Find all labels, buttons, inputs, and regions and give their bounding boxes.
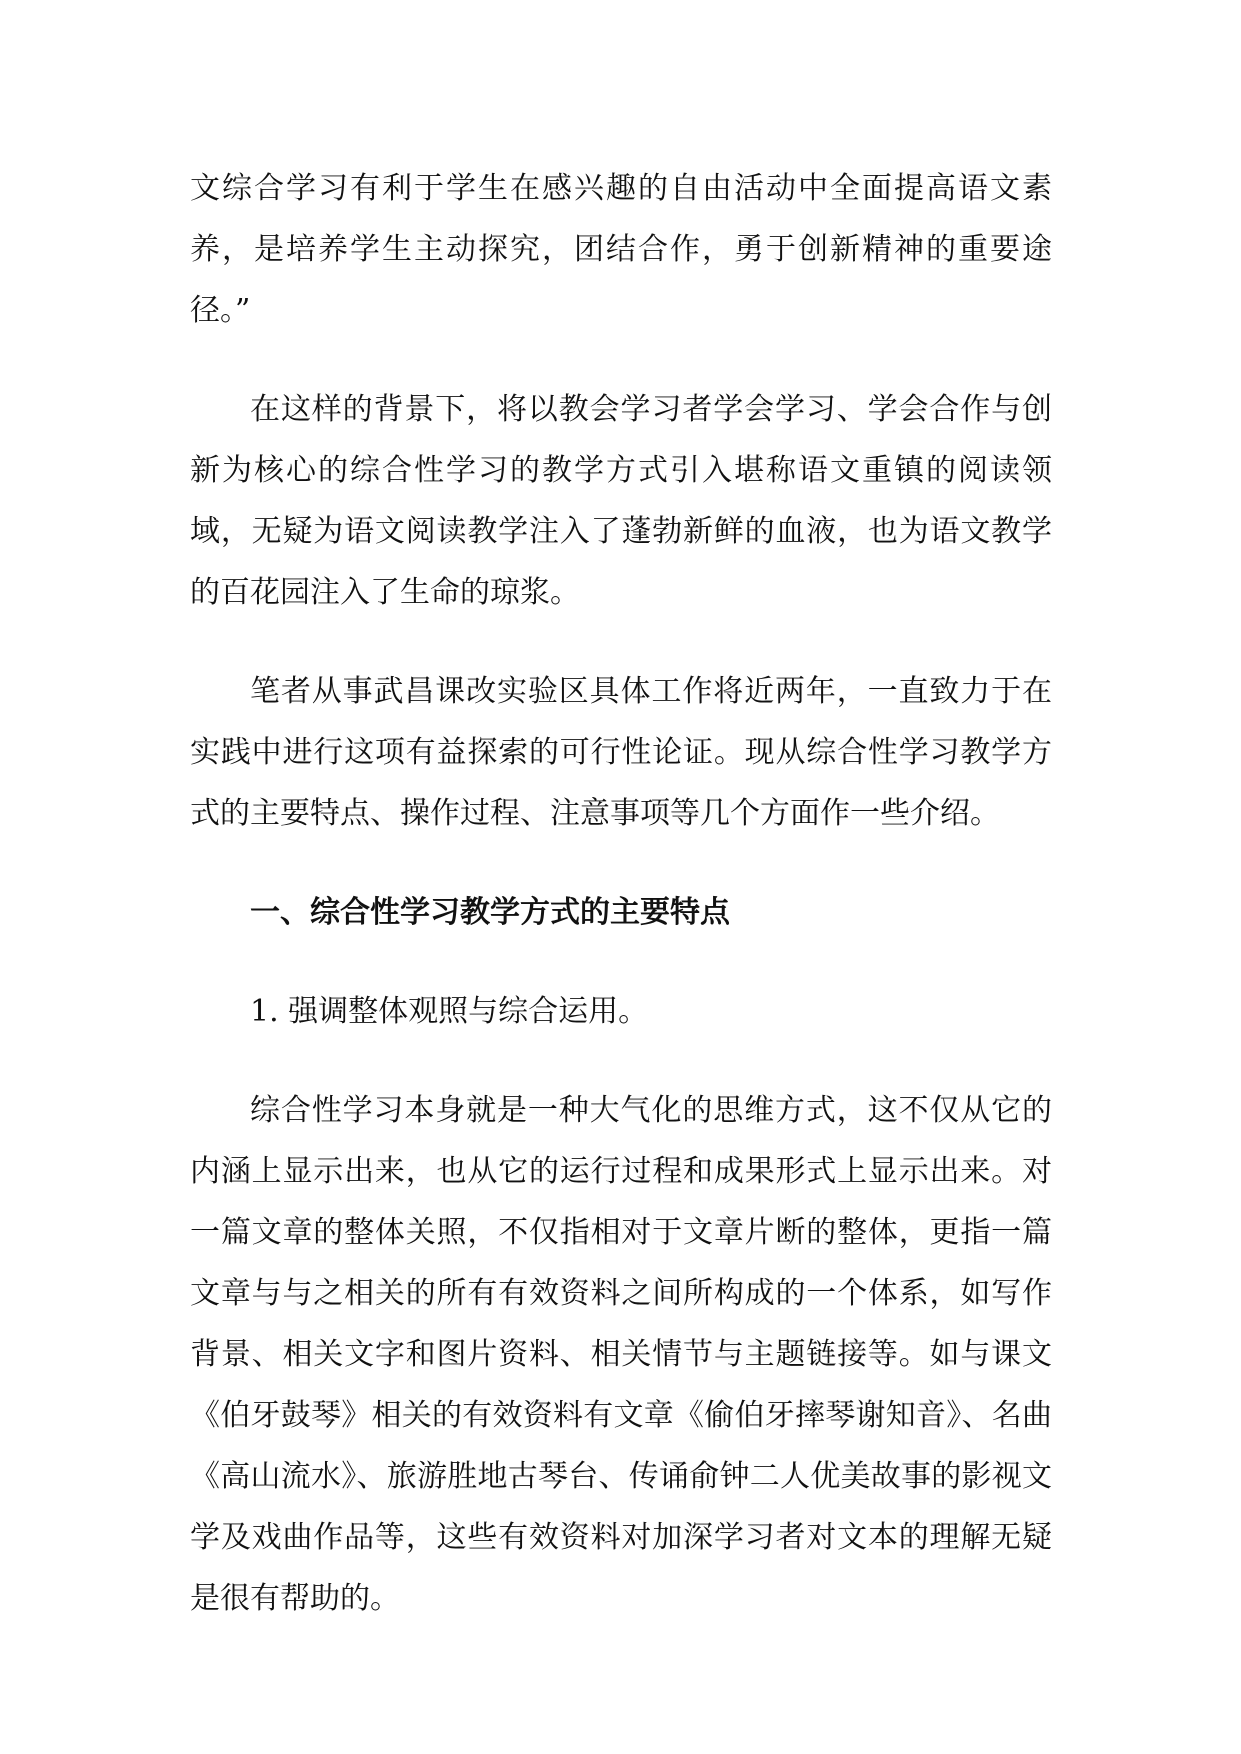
subsection-heading: 1. 强调整体观照与综合运用。 bbox=[250, 994, 649, 1029]
paragraph-continuation: 文综合学习有利于学生在感兴趣的自由活动中全面提高语文素养，是培养学生主动探究，团结合作，勇于创新精神的重要途径。” bbox=[190, 171, 1052, 328]
section-heading: 一、综合性学习教学方式的主要特点 bbox=[250, 895, 730, 930]
document-body bbox=[190, 158, 1052, 1667]
paragraph-background: 在这样的背景下，将以教会学习者学会学习、学会合作与创新为核心的综合性学习的教学方式引入堪称语文重镇的阅读领域，无疑为语文阅读教学注入了蓬勃新鲜的血液，也为语文教学的百花园注入了生命的琼浆。 bbox=[190, 392, 1052, 610]
paragraph-holistic-view: 综合性学习本身就是一种大气化的思维方式，这不仅从它的内涵上显示出来，也从它的运行过程和成果形式上显示出来。对一篇文章的整体关照，不仅指相对于文章片断的整体，更指一篇文章与与之相关的所有有效资料之间所构成的一个体系，如写作背景、相关文字和图片资料、相关情节与主题链接等。如与课文《伯牙鼓琴》相关的有效资料有文章《偷伯牙摔琴谢知音》、名曲《高山流水》、旅游胜地古琴台、传诵俞钟二人优美故事的影视文学及戏曲作品等，这些有效资料对加深学习者对文本的理解无疑是很有帮助的。 bbox=[190, 1093, 1052, 1616]
paragraph-author-intro: 笔者从事武昌课改实验区具体工作将近两年，一直致力于在实践中进行这项有益探索的可行性论证。现从综合性学习教学方式的主要特点、操作过程、注意事项等几个方面作一些介绍。 bbox=[190, 674, 1052, 831]
